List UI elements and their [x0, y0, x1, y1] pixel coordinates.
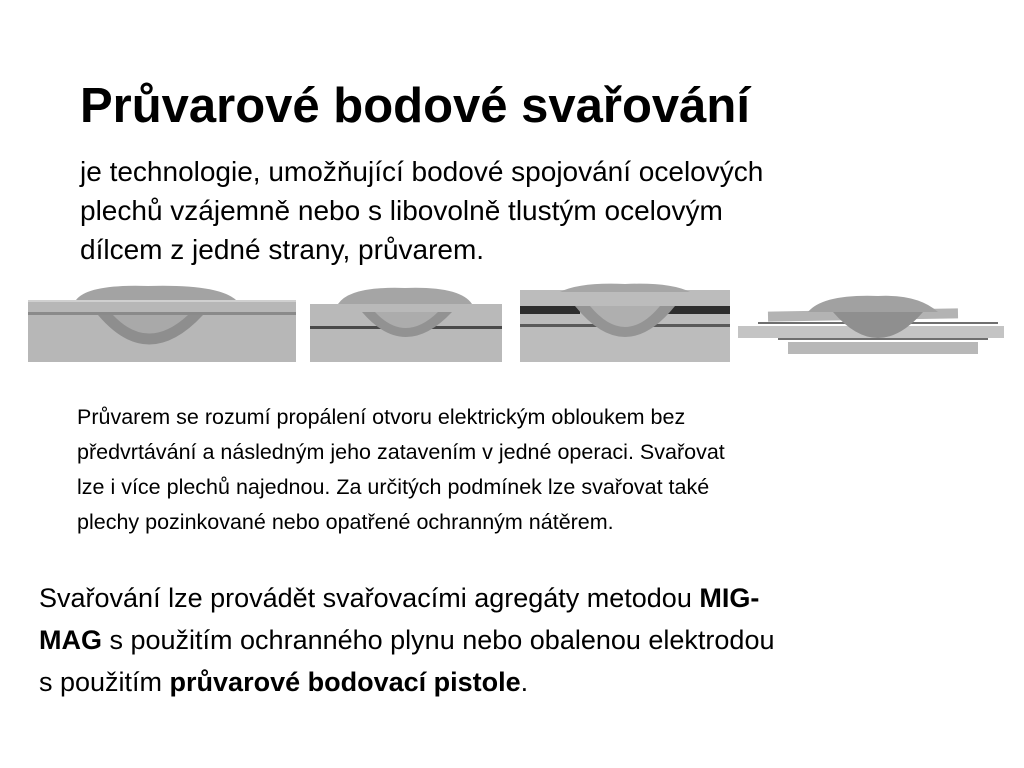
intro-line: plechů vzájemně nebo s libovolně tlustým ocelovým: [80, 195, 723, 226]
method-line-3-end: .: [520, 667, 529, 697]
weld-cross-section-plate-icon: [28, 282, 296, 362]
method-line-3-text: s použitím: [39, 667, 170, 697]
description-text: [77, 400, 957, 540]
weld-cross-section-dark-gap-icon: [520, 282, 730, 362]
method-text: [39, 577, 999, 703]
mig-mag-term-end: MAG: [39, 625, 102, 655]
method-line-2: [39, 619, 999, 661]
intro-line: dílcem z jedné strany, průvarem.: [80, 234, 485, 265]
method-line-2-text: s použitím ochranného plynu nebo obalenou elektrodou: [102, 625, 775, 655]
weld-cross-section-multi-sheet-icon: [738, 282, 1004, 362]
intro-line: je technologie, umožňující bodové spojování ocelových: [80, 156, 764, 187]
mig-mag-term-start: MIG-: [699, 583, 760, 613]
intro-text: [80, 152, 950, 269]
weld-cross-section-two-sheets-icon: [310, 282, 502, 362]
description-line: Průvarem se rozumí propálení otvoru elektrickým obloukem bez: [77, 405, 686, 429]
description-line: předvrtávání a následným jeho zatavením v jedné operaci. Svařovat: [77, 440, 725, 464]
spot-welding-gun-term: průvarové bodovací pistole: [169, 667, 521, 697]
method-line-1-text: Svařování lze provádět svařovacími agregáty metodou: [39, 583, 700, 613]
weld-cross-section-images: [28, 282, 1004, 362]
description-line: lze i více plechů najednou. Za určitých podmínek lze svařovat také: [77, 475, 710, 499]
method-line-1: [39, 577, 999, 619]
method-line-3: [39, 661, 999, 703]
description-line: plechy pozinkované nebo opatřené ochranným nátěrem.: [77, 510, 614, 534]
slide-title: Průvarové bodové svařování: [80, 79, 750, 133]
